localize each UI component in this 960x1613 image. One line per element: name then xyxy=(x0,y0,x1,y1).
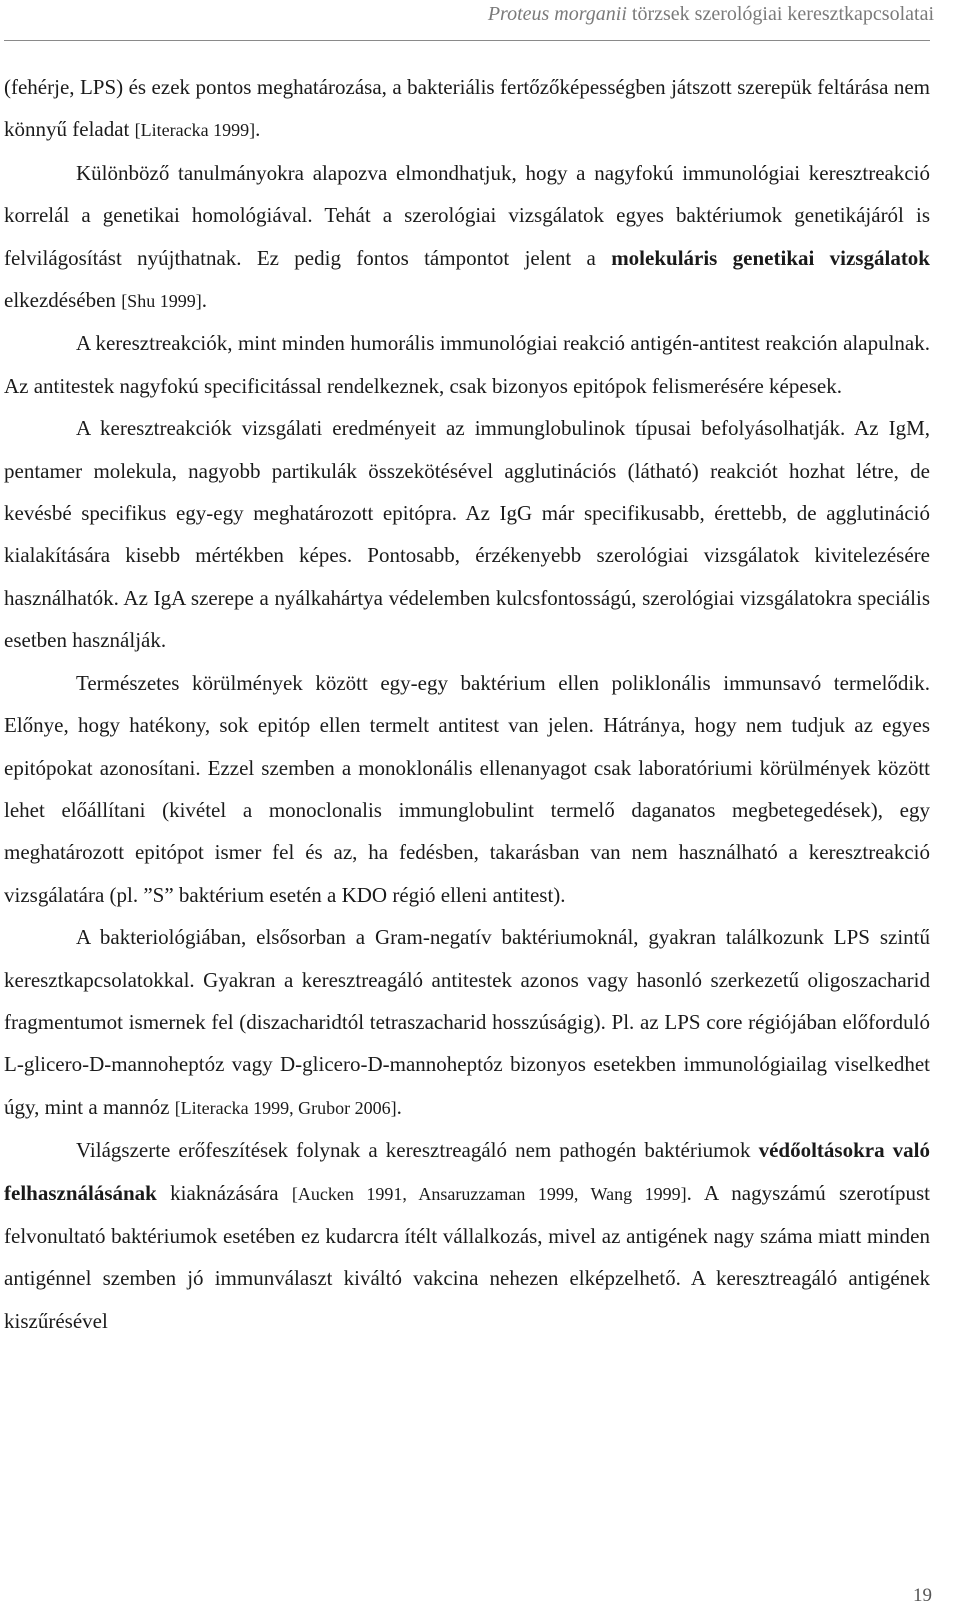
text-run: . xyxy=(396,1094,402,1119)
text-run: kiaknázására xyxy=(156,1180,292,1205)
text-run: . xyxy=(201,288,207,313)
text-run: Természetes körülmények között egy-egy baktérium ellen poliklonális immunsavó termelődik. Előnye, hogy hatékony, sok epitóp ellen termelt antitest van jelen. Hátránya, hogy nem tudjuk az egyes epitópokat azonosítani. Ezzel szemben a monoklonális ellenanyagot csak laboratóriumi körülmények között lehet előállítani (kivétel a monoclonalis immunglobulint termelő daganatos megbetegedések), egy meghatározott epitópot ismer fel és az, ha fedésben, takarásban van nem használható a keresztreakció vizsgálatára (pl. ”S” baktérium esetén a KDO régió elleni antitest). xyxy=(4,670,930,907)
page-number: 19 xyxy=(913,1585,932,1606)
emphasis-text: védőoltásokra való felhasználásának xyxy=(4,1138,930,1205)
text-run: (fehérje, LPS) és ezek pontos meghatározása, a bakteriális fertőzőképességben játszott szerepük feltárása nem könnyű feladat xyxy=(4,75,930,142)
paragraph xyxy=(4,916,930,1129)
paragraph xyxy=(4,407,930,661)
citation: [Aucken 1991, Ansaruzzaman 1999, Wang 1999] xyxy=(291,1183,687,1204)
paragraph xyxy=(4,152,930,323)
text-run: Világszerte erőfeszítések folynak a keresztreagáló nem pathogén baktériumok xyxy=(76,1138,759,1163)
paragraph xyxy=(4,66,930,152)
text-run: A keresztreakciók, mint minden humorális immunológiai reakció antigén-antitest reakción alapulnak. Az antitestek nagyfokú specificitással rendelkeznek, csak bizonyos epitópok felismerésére képesek. xyxy=(4,331,930,398)
paragraph xyxy=(4,1129,930,1342)
running-header xyxy=(488,2,934,26)
citation: [Literacka 1999] xyxy=(134,120,256,141)
header-species-name: Proteus morganii xyxy=(487,3,627,25)
text-run: . xyxy=(255,117,261,142)
citation: [Shu 1999] xyxy=(121,291,202,312)
emphasis-text: molekuláris genetikai vizsgálatok xyxy=(611,245,930,270)
paragraph xyxy=(4,662,930,916)
header-rule xyxy=(4,40,930,41)
header-title: törzsek szerológiai keresztkapcsolatai xyxy=(626,3,934,25)
citation: [Literacka 1999, Grubor 2006] xyxy=(174,1097,397,1118)
text-run: A bakteriológiában, elsősorban a Gram-negatív baktériumoknál, gyakran találkozunk LPS szintű keresztkapcsolatokkal. Gyakran a keresztreagáló antitestek azonos vagy hasonló szerkezetű oligoszacharid fragmentumot ismernek fel (diszacharidtól tetraszacharid hosszúságig). Pl. az LPS core régiójában előforduló L-glicero-D-mannoheptóz vagy D-glicero-D-mannoheptóz bizonyos esetekben immunológiailag viselkedhet úgy, mint a mannóz xyxy=(4,925,930,1119)
text-run: A keresztreakciók vizsgálati eredményeit az immunglobulinok típusai befolyásolhatják. Az IgM, pentamer molekula, nagyobb partikulák összekötésével agglutinációs (látható) reakciót hozhat létre, de kevésbé specifikus egy-egy meghatározott epitópra. Az IgG már specifikusabb, érettebb, de agglutináció kialakítására kisebb mértékben képes. Pontosabb, érzékenyebb szerológiai vizsgálatok kivitelezésére használhatók. Az IgA szerepe a nyálkahártya védelemben kulcsfontosságú, szerológiai vizsgálatokra speciális esetben használják. xyxy=(4,416,930,653)
text-run: . A nagyszámú szerotípust felvonultató baktériumok esetében ez kudarcra ítélt vállalkozás, mivel az antigének nagy száma miatt minden antigénnel szemben jó immunválaszt kiváltó vakcina nehezen elképzelhető. A keresztreagáló antigének kiszűrésével xyxy=(4,1180,930,1333)
text-run: Különböző tanulmányokra alapozva elmondhatjuk, hogy a nagyfokú immunológiai keresztreakció korrelál a genetikai homológiával. Tehát a szerológiai vizsgálatok egyes baktériumok genetikájáról is felvilágosítást nyújthatnak. Ez pedig fontos támpontot jelent a xyxy=(4,160,930,270)
paragraph xyxy=(4,322,930,407)
text-run: elkezdésében xyxy=(4,288,122,313)
body-text xyxy=(4,66,930,1342)
